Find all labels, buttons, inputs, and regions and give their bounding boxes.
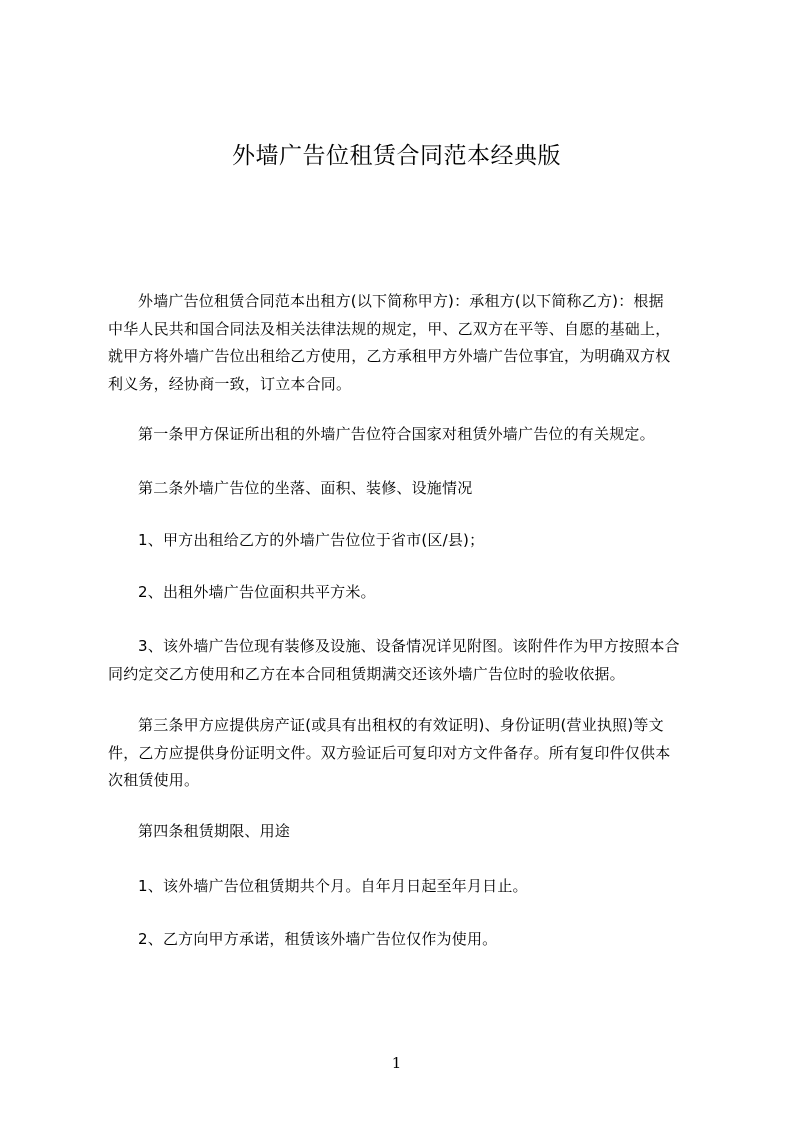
article-2-item-1: [108, 527, 714, 555]
article-3: [108, 712, 714, 795]
paragraph-line: 2、出租外墙广告位面积共平方米。: [138, 583, 376, 601]
article-1: [108, 421, 714, 449]
article-4-heading: [108, 818, 714, 846]
paragraph-line: 第二条外墙广告位的坐落、面积、装修、设施情况: [138, 479, 473, 497]
paragraph-line: 利义务，经协商一致，订立本合同。: [108, 374, 352, 393]
paragraph-line: 第三条甲方应提供房产证(或具有出租权的有效证明)、身份证明(营业执照)等文: [138, 716, 664, 734]
paragraph-line: 次租赁使用。: [108, 771, 200, 789]
article-2-item-2: [108, 579, 714, 607]
paragraph-line: 件，乙方应提供身份证明文件。双方验证后可复印对方文件备存。所有复印件仅供本: [108, 743, 671, 762]
paragraph-line: 2、乙方向甲方承诺，租赁该外墙广告位仅作为使用。: [138, 930, 498, 948]
paragraph-preamble: [108, 288, 714, 398]
page-number: 1: [391, 1054, 402, 1072]
paragraph-line: 3、该外墙广告位现有装修及设施、设备情况详见附图。该附件作为甲方按照本合: [138, 637, 680, 655]
article-4-item-2: [108, 926, 714, 954]
paragraph-line: 第四条租赁期限、用途: [138, 822, 291, 840]
paragraph-line: 第一条甲方保证所出租的外墙广告位符合国家对租赁外墙广告位的有关规定。: [138, 425, 655, 443]
paragraph-line: 同约定交乙方使用和乙方在本合同租赁期满交还该外墙广告位时的验收依据。: [108, 664, 625, 683]
paragraph-line: 1、该外墙广告位租赁期共个月。自年月日起至年月日止。: [138, 877, 528, 895]
article-2-heading: [108, 475, 714, 503]
paragraph-line: 外墙广告位租赁合同范本出租方(以下简称甲方)：承租方(以下简称乙方)：根据: [138, 292, 664, 310]
paragraph-line: 就甲方将外墙广告位出租给乙方使用，乙方承租甲方外墙广告位事宜，为明确双方权: [108, 347, 671, 365]
article-4-item-1: [108, 873, 714, 901]
article-2-item-3: [108, 633, 714, 688]
document-title: 外墙广告位租赁合同范本经典版: [232, 143, 561, 169]
paragraph-line: 中华人民共和国合同法及相关法律法规的规定，甲、乙双方在平等、自愿的基础上，: [108, 319, 671, 338]
paragraph-line: 1、甲方出租给乙方的外墙广告位位于省市(区/县)；: [138, 531, 485, 549]
